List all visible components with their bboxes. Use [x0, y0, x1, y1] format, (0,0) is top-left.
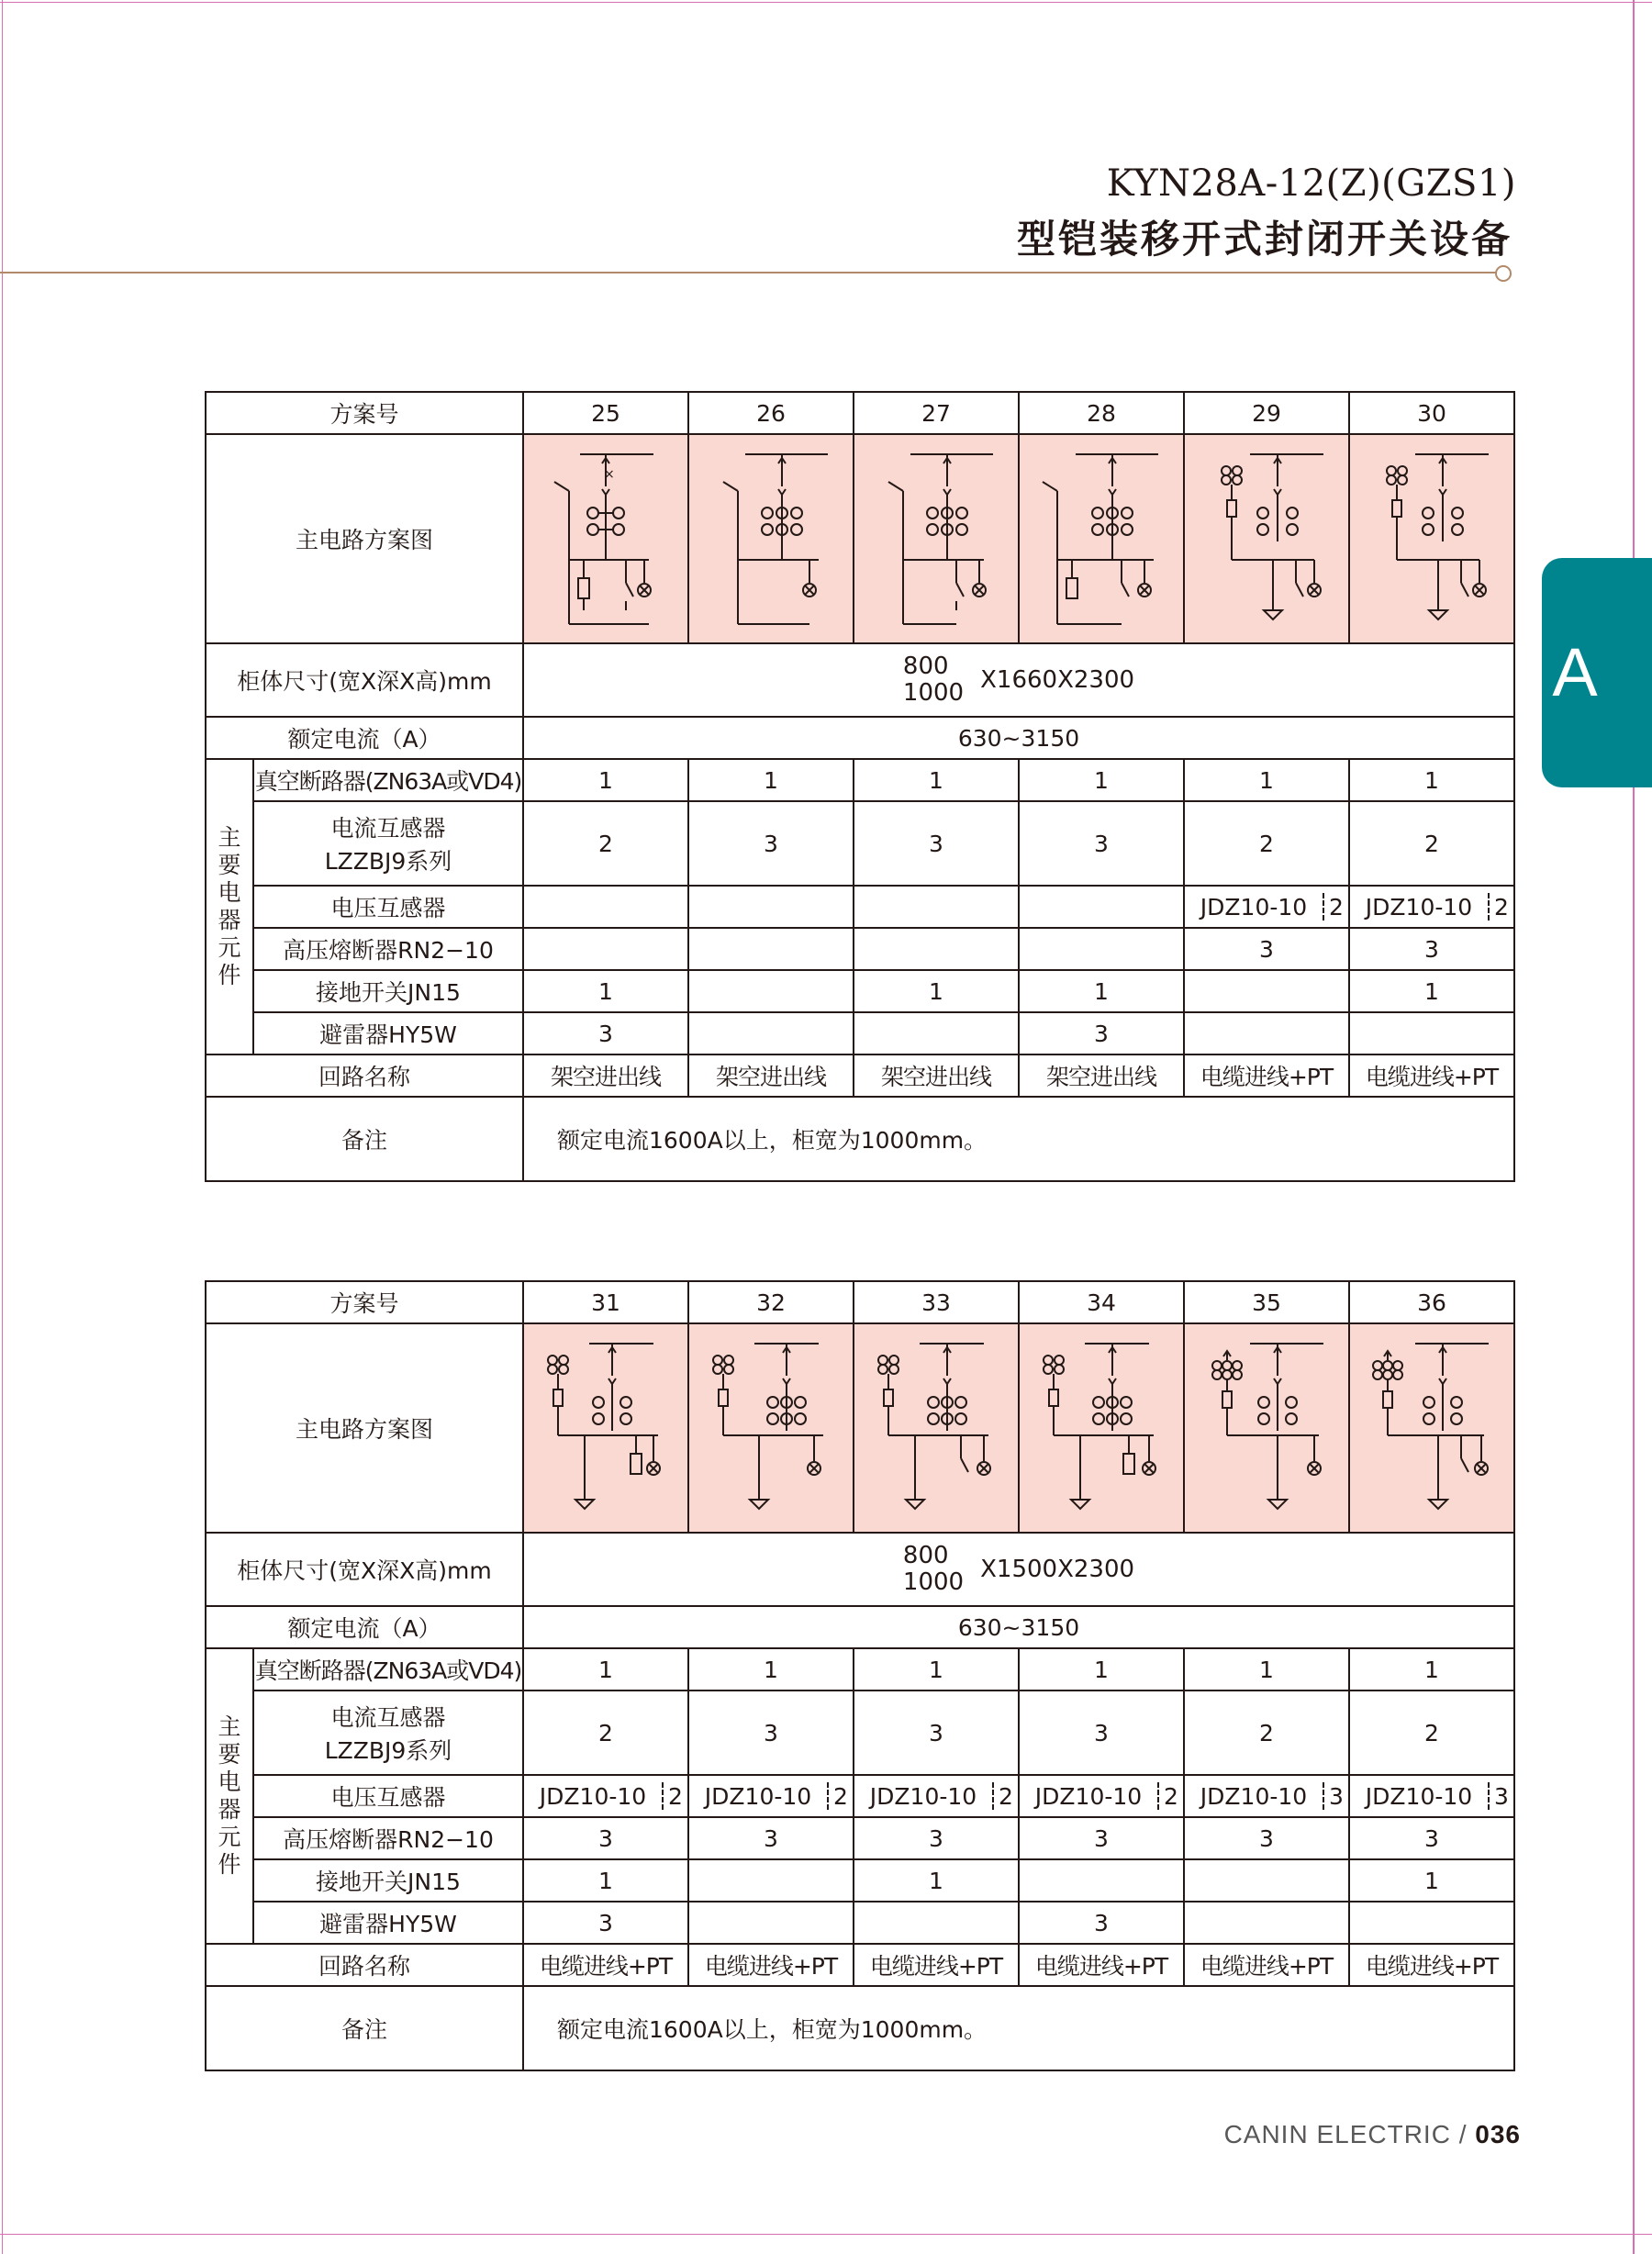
scheme-no: 31: [523, 1281, 688, 1323]
vt-model: JDZ10-10: [1200, 1782, 1308, 1810]
earth-switch-qty: [688, 970, 854, 1012]
spec-table-2: [205, 1280, 1515, 2071]
scheme-no: 29: [1184, 392, 1349, 434]
vt-qty: 2: [999, 1782, 1013, 1810]
ct-qty: 2: [1184, 1690, 1349, 1775]
vt-model: JDZ10-10: [704, 1782, 812, 1810]
breaker-qty: 1: [1349, 1648, 1514, 1690]
vt-qty: 3: [1494, 1782, 1509, 1810]
label-rated-current: 额定电流（A）: [206, 1606, 523, 1648]
vt-cell: [1349, 1775, 1514, 1817]
fuse-qty: 3: [854, 1817, 1019, 1859]
circuit-diagram-36: [1349, 1323, 1514, 1533]
scheme-no: 30: [1349, 392, 1514, 434]
label-ct-name: 电流互感器: [330, 815, 446, 842]
vt-qty: 2: [1164, 1782, 1178, 1810]
row-diagram: [206, 434, 1514, 643]
row-breaker: [206, 759, 1514, 801]
label-diagram: 主电路方案图: [206, 1323, 523, 1533]
row-fuse: [206, 1817, 1514, 1859]
vt-cell: [523, 1775, 688, 1817]
circuit-name: 电缆进线+PT: [523, 1944, 688, 1986]
remarks-text: 额定电流1600A以上，柜宽为1000mm。: [523, 1986, 1514, 2070]
fuse-qty: 3: [1184, 1817, 1349, 1859]
ct-qty: 3: [1019, 1690, 1184, 1775]
row-remarks: [206, 1097, 1514, 1181]
ct-qty: 2: [1184, 801, 1349, 886]
fuse-qty: 3: [1019, 1817, 1184, 1859]
page-footer: CANIN ELECTRIC / 036: [1223, 2120, 1521, 2148]
scheme-no: 34: [1019, 1281, 1184, 1323]
row-rated-current: [206, 717, 1514, 759]
arrester-qty: [1184, 1012, 1349, 1054]
circuit-name: 架空进出线: [854, 1054, 1019, 1097]
vt-cell: [854, 886, 1019, 928]
arrester-qty: [854, 1012, 1019, 1054]
earth-switch-qty: [1019, 1859, 1184, 1902]
circuit-diagram-26: [688, 434, 854, 643]
ct-qty: 3: [688, 801, 854, 886]
vt-model: JDZ10-10: [1365, 893, 1473, 921]
label-circuit-name: 回路名称: [206, 1944, 523, 1986]
header-rule-dot: [1495, 265, 1512, 282]
width-800: 800: [902, 1542, 949, 1569]
label-earth-switch: 接地开关JN15: [253, 1859, 523, 1902]
circuit-diagram-27: [854, 434, 1019, 643]
scheme-no: 35: [1184, 1281, 1349, 1323]
breaker-qty: 1: [523, 1648, 688, 1690]
vt-qty: 2: [668, 1782, 683, 1810]
scheme-no: 25: [523, 392, 688, 434]
label-vt: 电压互感器: [253, 1775, 523, 1817]
breaker-qty: 1: [1019, 1648, 1184, 1690]
spec-table-1: [205, 391, 1515, 1182]
cabinet-depth-height: X1500X2300: [980, 1556, 1135, 1583]
page-number: 036: [1475, 2120, 1521, 2148]
cabinet-depth-height: X1660X2300: [980, 666, 1135, 694]
label-arrester: 避雷器HY5W: [253, 1012, 523, 1054]
vt-model: JDZ10-10: [1200, 893, 1308, 921]
product-title: 型铠装移开式封闭开关设备: [1016, 217, 1512, 262]
circuit-diagram-29: [1184, 434, 1349, 643]
vt-cell: [854, 1775, 1019, 1817]
row-circuit-name: [206, 1944, 1514, 1986]
label-ct-series: LZZBJ9系列: [324, 1737, 452, 1764]
circuit-name: 电缆进线+PT: [1184, 1944, 1349, 1986]
label-remarks: 备注: [206, 1097, 523, 1181]
footer-brand: CANIN ELECTRIC: [1223, 2120, 1451, 2148]
earth-switch-qty: 1: [1349, 970, 1514, 1012]
label-scheme-no: 方案号: [206, 1281, 523, 1323]
vt-cell: [523, 886, 688, 928]
scheme-no: 27: [854, 392, 1019, 434]
circuit-name: 电缆进线+PT: [688, 1944, 854, 1986]
earth-switch-qty: 1: [854, 970, 1019, 1012]
vt-qty: 2: [1494, 893, 1509, 921]
page-border-top: [0, 2, 1652, 3]
row-ct: [206, 801, 1514, 886]
circuit-diagram-30: [1349, 434, 1514, 643]
ct-qty: 3: [1019, 801, 1184, 886]
arrester-qty: [688, 1902, 854, 1944]
section-tab-letter: A: [1552, 634, 1598, 710]
breaker-qty: 1: [854, 1648, 1019, 1690]
row-vt: [206, 1775, 1514, 1817]
earth-switch-qty: [1184, 970, 1349, 1012]
scheme-no: 28: [1019, 392, 1184, 434]
fuse-qty: 3: [688, 1817, 854, 1859]
label-ct: [253, 1690, 523, 1775]
label-diagram: 主电路方案图: [206, 434, 523, 643]
label-main-components: 主 要 电 器 元 件: [206, 759, 253, 1054]
label-main-components: 主 要 电 器 元 件: [206, 1648, 253, 1944]
label-vt: 电压互感器: [253, 886, 523, 928]
label-rated-current: 额定电流（A）: [206, 717, 523, 759]
arrester-qty: 3: [523, 1012, 688, 1054]
width-1000: 1000: [902, 679, 965, 707]
row-cabinet-size: [206, 1533, 1514, 1606]
fuse-qty: 3: [1184, 928, 1349, 970]
cabinet-size-value: [523, 1533, 1514, 1606]
arrester-qty: 3: [1019, 1012, 1184, 1054]
arrester-qty: [1349, 1012, 1514, 1054]
vt-cell: [688, 886, 854, 928]
circuit-name: 电缆进线+PT: [1349, 1944, 1514, 1986]
circuit-diagram-34: [1019, 1323, 1184, 1533]
arrester-qty: [1184, 1902, 1349, 1944]
label-earth-switch: 接地开关JN15: [253, 970, 523, 1012]
earth-switch-qty: 1: [523, 1859, 688, 1902]
fuse-qty: [688, 928, 854, 970]
earth-switch-qty: [688, 1859, 854, 1902]
label-arrester: 避雷器HY5W: [253, 1902, 523, 1944]
label-fuse: 高压熔断器RN2−10: [253, 928, 523, 970]
circuit-name: 电缆进线+PT: [1184, 1054, 1349, 1097]
vt-cell: [1349, 886, 1514, 928]
ct-qty: 3: [854, 801, 1019, 886]
vt-model: JDZ10-10: [1034, 1782, 1143, 1810]
vt-cell: [1019, 886, 1184, 928]
fuse-qty: [854, 928, 1019, 970]
label-cabinet-size: 柜体尺寸(宽X深X高)mm: [206, 1533, 523, 1606]
vt-model: JDZ10-10: [1365, 1782, 1473, 1810]
earth-switch-qty: 1: [523, 970, 688, 1012]
ct-qty: 3: [688, 1690, 854, 1775]
vt-qty: 2: [1329, 893, 1344, 921]
circuit-diagram-33: [854, 1323, 1019, 1533]
ct-qty: 2: [523, 1690, 688, 1775]
row-vt: [206, 886, 1514, 928]
scheme-no: 26: [688, 392, 854, 434]
label-circuit-name: 回路名称: [206, 1054, 523, 1097]
vt-cell: [688, 1775, 854, 1817]
product-model: KYN28A-12(Z)(GZS1): [1106, 162, 1516, 205]
ct-qty: 2: [523, 801, 688, 886]
vt-cell: [1019, 1775, 1184, 1817]
vt-cell: [1184, 886, 1349, 928]
label-fuse: 高压熔断器RN2−10: [253, 1817, 523, 1859]
breaker-qty: 1: [1349, 759, 1514, 801]
vt-qty: 3: [1329, 1782, 1344, 1810]
circuit-diagram-31: [523, 1323, 688, 1533]
vt-qty: 2: [833, 1782, 848, 1810]
earth-switch-qty: 1: [1349, 1859, 1514, 1902]
circuit-diagram-28: [1019, 434, 1184, 643]
cabinet-width-options: [903, 653, 964, 707]
vt-cell: [1184, 1775, 1349, 1817]
remarks-text: 额定电流1600A以上，柜宽为1000mm。: [523, 1097, 1514, 1181]
cabinet-size-value: [523, 643, 1514, 717]
arrester-qty: 3: [523, 1902, 688, 1944]
cabinet-width-options: [903, 1543, 964, 1596]
row-rated-current: [206, 1606, 1514, 1648]
earth-switch-qty: 1: [854, 1859, 1019, 1902]
fuse-qty: 3: [523, 1817, 688, 1859]
fuse-qty: 3: [1349, 1817, 1514, 1859]
row-ct: [206, 1690, 1514, 1775]
fuse-qty: [523, 928, 688, 970]
ct-qty: 2: [1349, 801, 1514, 886]
circuit-name: 架空进出线: [688, 1054, 854, 1097]
circuit-diagram-32: [688, 1323, 854, 1533]
circuit-name: 电缆进线+PT: [854, 1944, 1019, 1986]
earth-switch-qty: [1184, 1859, 1349, 1902]
fuse-qty: [1019, 928, 1184, 970]
label-ct: [253, 801, 523, 886]
label-ct-name: 电流互感器: [330, 1704, 446, 1731]
vt-model: JDZ10-10: [539, 1782, 647, 1810]
circuit-diagram-25: [523, 434, 688, 643]
row-remarks: [206, 1986, 1514, 2070]
row-fuse: [206, 928, 1514, 970]
rated-current-value: 630~3150: [523, 717, 1514, 759]
scheme-no: 36: [1349, 1281, 1514, 1323]
row-earth-switch: [206, 1859, 1514, 1902]
page-border-bottom: [0, 2234, 1652, 2235]
page-border-right: [1633, 0, 1635, 2254]
breaker-qty: 1: [1184, 1648, 1349, 1690]
arrester-qty: [854, 1902, 1019, 1944]
earth-switch-qty: 1: [1019, 970, 1184, 1012]
label-ct-series: LZZBJ9系列: [324, 848, 452, 875]
row-scheme: [206, 392, 1514, 434]
row-diagram: [206, 1323, 1514, 1533]
arrester-qty: [688, 1012, 854, 1054]
breaker-qty: 1: [1019, 759, 1184, 801]
fuse-qty: 3: [1349, 928, 1514, 970]
circuit-name: 电缆进线+PT: [1019, 1944, 1184, 1986]
header-rule: [0, 272, 1497, 273]
rated-current-value: 630~3150: [523, 1606, 1514, 1648]
label-cabinet-size: 柜体尺寸(宽X深X高)mm: [206, 643, 523, 717]
breaker-qty: 1: [688, 759, 854, 801]
label-remarks: 备注: [206, 1986, 523, 2070]
ct-qty: 3: [854, 1690, 1019, 1775]
label-breaker: 真空断路器(ZN63A或VD4): [253, 1648, 523, 1690]
row-cabinet-size: [206, 643, 1514, 717]
row-scheme: [206, 1281, 1514, 1323]
section-tab[interactable]: [1542, 558, 1652, 787]
row-arrester: [206, 1902, 1514, 1944]
breaker-qty: 1: [523, 759, 688, 801]
width-1000: 1000: [902, 1568, 965, 1596]
circuit-name: 架空进出线: [1019, 1054, 1184, 1097]
row-earth-switch: [206, 970, 1514, 1012]
scheme-no: 32: [688, 1281, 854, 1323]
vt-model: JDZ10-10: [869, 1782, 977, 1810]
svg-text:×: ×: [604, 467, 615, 482]
arrester-qty: 3: [1019, 1902, 1184, 1944]
breaker-qty: 1: [854, 759, 1019, 801]
ct-qty: 2: [1349, 1690, 1514, 1775]
circuit-name: 电缆进线+PT: [1349, 1054, 1514, 1097]
row-breaker: [206, 1648, 1514, 1690]
width-800: 800: [902, 653, 949, 680]
label-breaker: 真空断路器(ZN63A或VD4): [253, 759, 523, 801]
row-arrester: [206, 1012, 1514, 1054]
arrester-qty: [1349, 1902, 1514, 1944]
breaker-qty: 1: [688, 1648, 854, 1690]
circuit-name: 架空进出线: [523, 1054, 688, 1097]
page-border-left: [2, 0, 3, 2254]
circuit-diagram-35: [1184, 1323, 1349, 1533]
breaker-qty: 1: [1184, 759, 1349, 801]
scheme-no: 33: [854, 1281, 1019, 1323]
row-circuit-name: [206, 1054, 1514, 1097]
label-scheme-no: 方案号: [206, 392, 523, 434]
